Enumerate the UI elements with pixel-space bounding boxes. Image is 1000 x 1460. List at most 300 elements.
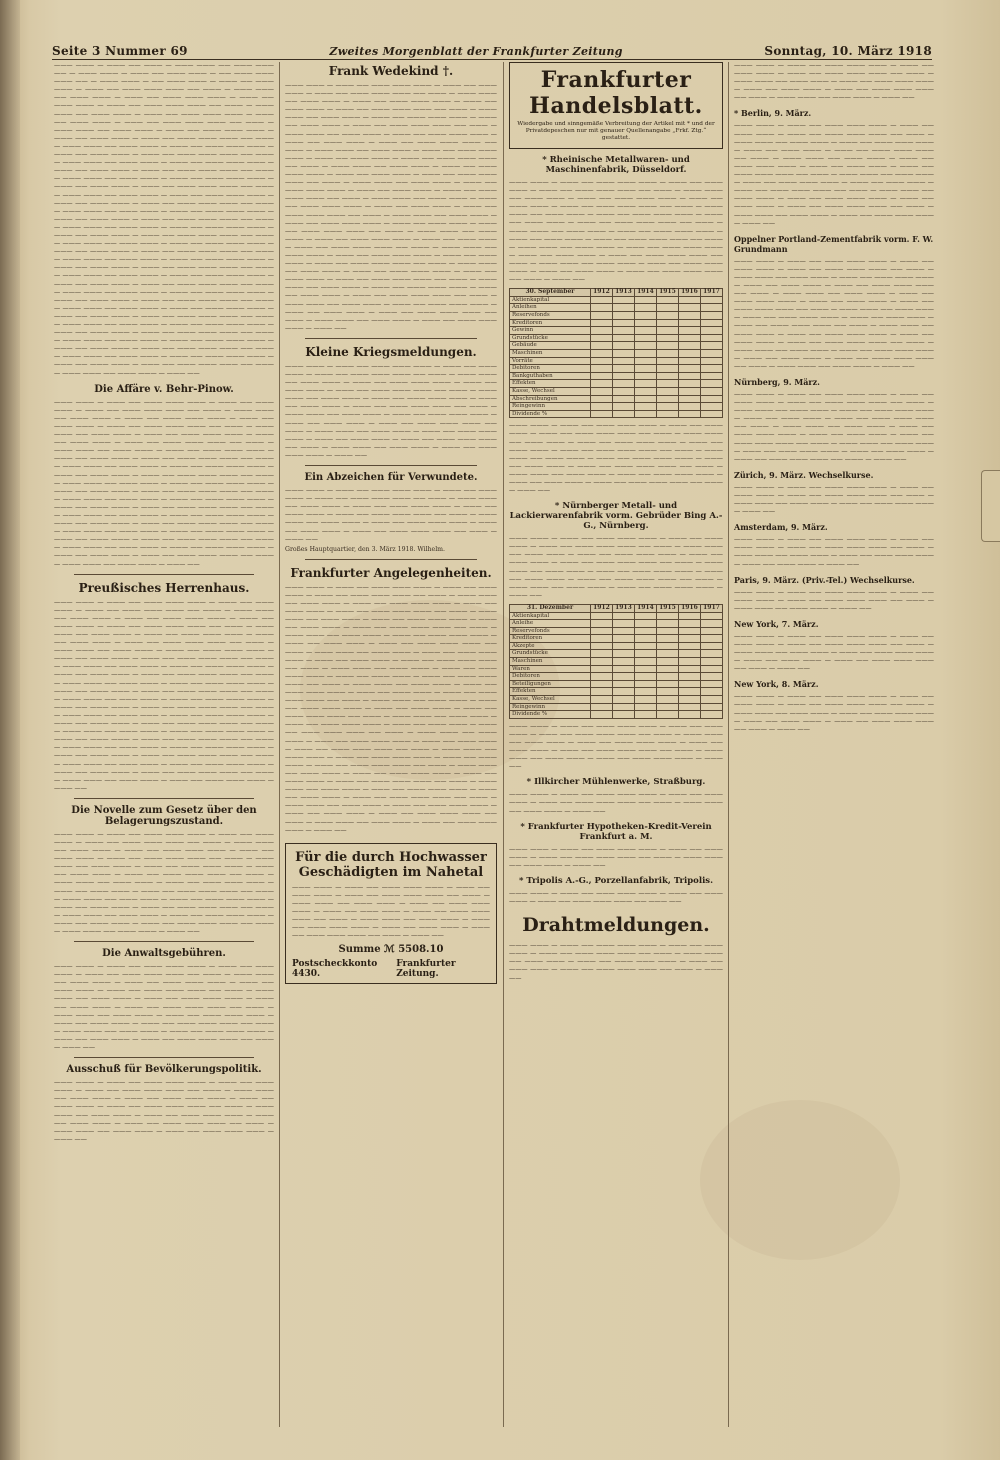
donation-footer xyxy=(292,959,490,979)
table-cell xyxy=(612,365,634,373)
table-cell xyxy=(612,349,634,357)
table-cell xyxy=(634,327,656,335)
row-label: Grundstücke xyxy=(510,650,591,658)
section-separator xyxy=(74,1057,254,1058)
article-body: ——— ——— — ——— —— ——— ——— ——— — ——— —— ——— ——— — ——— —— ——— ——— ——— —— ——— — ——— ——— —— ——— ——— — ——— —— ——— ——— ——— — ——— —— ——— ——— — ——— —— ——— ——— ——— —— ——— — ——— ——— —— ——— ——— — ——— —— ——— ——— ——— — ——— —— ——— ——— — ——— —— ——— ——— ——— —— ——— — ——— ——— —— ——— ——— — ——— —— ——— ——— ——— — ——— —— ——— ——— — ——— —— ——— ——— ——— —— ——— — ——— ——— —— ——— ——— — ——— —— ——— ——— ——— — ——— —— ——— ——— — ——— —— ——— ——— ——— —— ——— — ——— ——— —— ——— ——— — ——— —— ——— ——— ——— — ——— —— xyxy=(734,122,934,227)
article-body: ——— ——— — ——— —— ——— ——— ——— — ——— —— ——— ——— — ——— —— ——— ——— ——— —— ——— — ——— ——— —— ——— ——— — ——— —— ——— ——— ——— — ——— —— ——— ——— — ——— —— ——— ——— ——— —— ——— — ——— ——— —— ——— ——— — ——— —— ——— ——— ——— — ——— —— ——— ——— — ——— —— ——— ——— ——— —— ——— — ——— ——— —— ——— ——— — ——— —— ——— ——— ——— — ——— —— ——— ——— — ——— —— ——— ——— ——— —— ——— — ——— ——— —— ——— ——— — ——— —— ——— ——— ——— — ——— —— ——— ——— — ——— —— ——— ——— ——— —— ——— — ——— ——— —— ——— ——— — ——— —— ——— ——— ——— — ——— —— ——— ——— — ——— —— ——— ——— ——— —— ——— — ——— —— xyxy=(509,179,723,284)
table-cell xyxy=(634,650,656,658)
article-body: ——— ——— — ——— —— ——— ——— ——— — ——— —— ——— ——— — ——— —— ——— ——— ——— —— ——— —— xyxy=(509,889,723,906)
table-cell xyxy=(612,703,634,711)
table-cell xyxy=(612,380,634,388)
table-cell xyxy=(612,357,634,365)
row-label: Aktienkapital xyxy=(510,296,591,304)
row-label: Kasse, Wechsel xyxy=(510,696,591,704)
table-row xyxy=(510,673,723,681)
table-cell xyxy=(634,612,656,620)
column-divider xyxy=(728,62,729,1427)
section-separator xyxy=(74,574,254,575)
table-cell xyxy=(656,696,678,704)
column-2 xyxy=(285,62,497,988)
table-cell xyxy=(700,696,722,704)
table-row xyxy=(510,711,723,719)
donation-list: ——— ——— — ——— —— ——— ——— ——— — ——— —— ——— ——— — ——— —— ——— ——— ——— —— ——— — ——— ——— —— ——— ——— — ——— —— ——— ——— ——— — ——— —— ——— ——— — ——— —— ——— ——— ——— —— ——— — ——— ——— —— ——— ——— — ——— —— ——— ——— ——— — ——— —— ——— ——— — ——— —— ——— ——— ——— —— ——— — ——— —— xyxy=(292,883,490,940)
newspaper-edition: Zweites Morgenblatt der Frankfurter Zeitung xyxy=(329,45,623,58)
book-binding-edge xyxy=(0,0,20,1460)
table-header-cell: 1913 xyxy=(612,289,634,297)
section-separator xyxy=(305,465,477,466)
table-cell xyxy=(656,665,678,673)
article-body: ——— ——— — ——— —— ——— ——— ——— — ——— —— ——— ——— — ——— —— ——— ——— ——— —— ——— — ——— ——— —— ——— ——— — ——— —— ——— ——— ——— — ——— —— ——— ——— — ——— —— ——— ——— ——— —— ——— — ——— ——— —— ——— ——— — ——— —— ——— ——— ——— — ——— —— ——— ——— — ——— —— ——— ——— ——— —— ——— — ——— ——— —— ——— ——— — ——— —— ——— ——— ——— — ——— —— ——— ——— — ——— —— ——— ——— ——— —— ——— — ——— ——— —— ——— ——— — ——— —— ——— ——— ——— — ——— —— ——— ——— — ——— —— ——— ——— ——— —— ——— — ——— ——— —— ——— ——— — ——— —— ——— ——— ——— — ——— —— ——— ——— — ——— —— ——— ——— ——— —— ——— — ——— ——— —— ——— ——— — ——— —— ——— ——— ——— — ——— —— ——— ——— — ——— —— ——— ——— ——— —— ——— — ——— ——— —— ——— ——— — ——— —— ——— ——— ——— — ——— —— ——— ——— — ——— —— ——— ——— ——— —— ——— — ——— ——— —— ——— ——— — ——— —— ——— ——— ——— — ——— —— ——— ——— — ——— —— ——— ——— ——— —— ——— — ——— ——— —— ——— ——— — ——— —— ——— ——— ——— — ——— —— ——— ——— — ——— —— ——— ——— ——— —— ——— — ——— ——— —— ——— ——— — ——— —— ——— ——— ——— — ——— —— ——— ——— — ——— —— ——— ——— ——— —— ——— — ——— ——— —— ——— ——— — ——— —— ——— ——— ——— — ——— —— xyxy=(54,598,274,792)
table-cell xyxy=(612,403,634,411)
table-header-cell: 1917 xyxy=(700,604,722,612)
table-cell xyxy=(700,673,722,681)
table-cell xyxy=(634,680,656,688)
table-cell xyxy=(700,395,722,403)
wire-reports-title: Drahtmeldungen. xyxy=(522,914,710,937)
table-row xyxy=(510,349,723,357)
section-title: Für die durch Hochwasser Geschädigten im Nahetal xyxy=(295,849,487,880)
table-cell xyxy=(634,357,656,365)
table-cell xyxy=(590,620,612,628)
table-cell xyxy=(590,319,612,327)
table-cell xyxy=(656,680,678,688)
table-cell xyxy=(656,327,678,335)
table-cell xyxy=(612,711,634,719)
table-cell xyxy=(612,327,634,335)
table-row xyxy=(510,304,723,312)
table-cell xyxy=(700,372,722,380)
section-separator xyxy=(305,338,477,339)
table-cell xyxy=(700,342,722,350)
section-title: Ausschuß für Bevölkerungspolitik. xyxy=(66,1064,262,1076)
table-row xyxy=(510,658,723,666)
table-row xyxy=(510,620,723,628)
table-cell xyxy=(656,627,678,635)
table-cell xyxy=(634,410,656,418)
table-cell xyxy=(590,342,612,350)
table-cell xyxy=(700,688,722,696)
table-cell xyxy=(612,296,634,304)
table-cell xyxy=(678,342,700,350)
table-row xyxy=(510,334,723,342)
table-header-cell: 1914 xyxy=(634,604,656,612)
table-cell xyxy=(656,395,678,403)
article-title: * Berlin, 9. März. xyxy=(734,108,812,119)
row-label: Kreditoren xyxy=(510,635,591,643)
table-cell xyxy=(678,696,700,704)
table-cell xyxy=(678,680,700,688)
table-cell xyxy=(590,703,612,711)
table-cell xyxy=(656,688,678,696)
table-row xyxy=(510,696,723,704)
table-cell xyxy=(678,380,700,388)
table-cell xyxy=(700,658,722,666)
table-cell xyxy=(700,296,722,304)
table-cell xyxy=(590,673,612,681)
row-label: Reingewinn xyxy=(510,703,591,711)
row-label: Kreditoren xyxy=(510,319,591,327)
table-cell xyxy=(634,642,656,650)
row-label: Akzepte xyxy=(510,642,591,650)
table-cell xyxy=(612,372,634,380)
table-cell xyxy=(656,304,678,312)
table-cell xyxy=(612,387,634,395)
table-cell xyxy=(634,319,656,327)
table-cell xyxy=(678,395,700,403)
column-1 xyxy=(54,62,274,1144)
table-cell xyxy=(634,703,656,711)
table-row xyxy=(510,627,723,635)
article-title: * Rheinische Metallwaren- und Maschinenfabrik, Düsseldorf. xyxy=(542,155,690,175)
table-row xyxy=(510,296,723,304)
table-cell xyxy=(656,403,678,411)
table-row xyxy=(510,642,723,650)
table-cell xyxy=(612,410,634,418)
table-cell xyxy=(700,410,722,418)
table-cell xyxy=(656,372,678,380)
table-row xyxy=(510,387,723,395)
table-cell xyxy=(590,380,612,388)
table-cell xyxy=(700,304,722,312)
table-cell xyxy=(678,635,700,643)
table-cell xyxy=(656,380,678,388)
table-cell xyxy=(590,334,612,342)
table-cell xyxy=(612,673,634,681)
article-body: ——— ——— — ——— —— ——— ——— ——— — ——— —— ——— ——— — ——— —— ——— ——— ——— —— ——— — ——— ——— —— ——— ——— — ——— —— ——— ——— ——— — ——— —— ——— ——— — ——— —— ——— ——— ——— —— ——— — ——— ——— —— ——— ——— — ——— —— ——— ——— ——— — ——— —— ——— ——— — ——— —— ——— ——— ——— —— ——— — ——— ——— —— ——— ——— — ——— —— ——— ——— ——— — ——— —— ——— ——— — ——— —— ——— ——— ——— —— ——— — ——— ——— —— ——— ——— — ——— —— ——— ——— ——— — ——— —— ——— ——— — ——— —— ——— ——— ——— —— ——— — ——— —— xyxy=(54,963,274,1052)
table-cell xyxy=(634,620,656,628)
row-label: Kasse, Wechsel xyxy=(510,387,591,395)
table-cell xyxy=(612,696,634,704)
table-row xyxy=(510,665,723,673)
page-header xyxy=(52,40,932,58)
table-cell xyxy=(678,372,700,380)
row-label: Anleihen xyxy=(510,304,591,312)
table-cell xyxy=(656,410,678,418)
table-cell xyxy=(700,620,722,628)
table-row xyxy=(510,357,723,365)
table-row xyxy=(510,372,723,380)
table-cell xyxy=(700,327,722,335)
table-cell xyxy=(612,658,634,666)
row-label: Effekten xyxy=(510,380,591,388)
article-body: ——— ——— — ——— —— ——— ——— ——— — ——— —— ——— ——— — ——— —— ——— ——— ——— —— ——— — ——— ——— —— ——— ——— — ——— —— ——— ——— ——— — ——— —— ——— ——— — ——— —— ——— ——— ——— —— ——— — ——— ——— —— ——— ——— — ——— —— ——— ——— ——— — ——— —— ——— ——— — ——— —— ——— ——— ——— —— ——— — ——— ——— —— ——— ——— — ——— —— ——— ——— ——— — ——— —— ——— ——— — ——— —— ——— ——— ——— —— ——— — ——— ——— —— ——— ——— — ——— —— ——— ——— ——— — ——— —— ——— ——— — ——— —— ——— ——— ——— —— ——— — ——— ——— —— ——— ——— — ——— —— ——— ——— ——— — ——— —— ——— ——— — ——— —— ——— ——— ——— —— ——— — ——— ——— —— ——— ——— — ——— —— xyxy=(54,830,274,935)
column-3 xyxy=(509,62,723,983)
table-cell xyxy=(678,296,700,304)
table-cell xyxy=(656,342,678,350)
table-cell xyxy=(700,349,722,357)
postal-account: Postscheckkonto 4430. xyxy=(292,959,378,980)
table-cell xyxy=(656,365,678,373)
article-title: * Tripolis A.-G., Porzellanfabrik, Tripolis. xyxy=(518,875,714,886)
article-body: ——— ——— — ——— —— ——— ——— ——— — ——— —— ——— ——— — ——— —— ——— ——— ——— —— ——— — ——— ——— —— ——— ——— — ——— —— xyxy=(509,845,723,869)
table-cell xyxy=(700,703,722,711)
table-cell xyxy=(612,612,634,620)
table-cell xyxy=(590,349,612,357)
table-row xyxy=(510,327,723,335)
table-header-cell: 1916 xyxy=(678,289,700,297)
table-cell xyxy=(656,349,678,357)
table-cell xyxy=(678,688,700,696)
article-title: New York, 7. März. xyxy=(734,618,819,629)
table-cell xyxy=(612,627,634,635)
table-cell xyxy=(612,680,634,688)
table-cell xyxy=(634,365,656,373)
table-cell xyxy=(700,635,722,643)
table-cell xyxy=(612,395,634,403)
table-cell xyxy=(656,312,678,320)
row-label: Anleihe xyxy=(510,620,591,628)
table-cell xyxy=(678,403,700,411)
article-body: ——— ——— — ——— —— ——— ——— ——— — ——— —— ——— ——— — ——— —— ——— ——— ——— —— ——— — ——— ——— —— ——— ——— — ——— —— ——— ——— ——— — ——— —— ——— ——— — ——— —— ——— ——— ——— —— ——— — ——— —— xyxy=(734,693,934,733)
article-body: ——— ——— — ——— —— ——— ——— ——— — ——— —— ——— ——— — ——— —— ——— ——— ——— —— ——— — ——— ——— —— ——— ——— — ——— —— ——— ——— ——— — ——— —— ——— ——— — ——— —— ——— ——— ——— —— ——— — ——— ——— —— ——— ——— — ——— —— ——— ——— ——— — ——— —— ——— ——— — ——— —— ——— ——— ——— —— ——— — ——— ——— —— ——— ——— — ——— —— ——— ——— ——— — ——— —— xyxy=(54,1079,274,1143)
article-title: * Frankfurter Hypotheken-Kredit-Verein Frankfurt a. M. xyxy=(520,821,712,842)
table-cell xyxy=(678,334,700,342)
table-cell xyxy=(700,642,722,650)
table-cell xyxy=(656,711,678,719)
table-cell xyxy=(700,612,722,620)
table-cell xyxy=(590,365,612,373)
section-title: Frank Wedekind †. xyxy=(328,64,454,78)
table-cell xyxy=(700,319,722,327)
article-body: ——— ——— — ——— —— ——— ——— ——— — ——— —— ——— ——— — ——— —— ——— ——— ——— —— ——— — ——— ——— —— ——— ——— — ——— —— xyxy=(509,791,723,815)
table-header-cell: 31. Dezember xyxy=(510,604,591,612)
article-body: ——— ——— — ——— —— ——— ——— ——— — ——— —— ——— ——— — ——— —— ——— ——— ——— —— ——— — ——— ——— —— ——— ——— — ——— —— ——— ——— ——— — ——— —— ——— ——— — ——— —— ——— ——— ——— —— ——— — ——— ——— —— ——— ——— — ——— —— ——— ——— ——— — ——— —— ——— ——— — ——— —— ——— ——— ——— —— ——— — ——— ——— —— ——— ——— — ——— —— ——— ——— ——— — ——— —— ——— ——— — ——— —— ——— ——— ——— —— ——— — ——— ——— —— ——— ——— — ——— —— ——— ——— ——— — ——— —— ——— ——— — ——— —— ——— ——— ——— —— ——— — ——— ——— —— ——— ——— — ——— —— ——— ——— ——— — ——— —— ——— ——— — ——— —— ——— ——— ——— —— ——— — ——— ——— —— ——— ——— — ——— —— ——— ——— ——— — ——— —— ——— ——— — ——— —— ——— ——— ——— —— ——— — ——— ——— —— ——— ——— — ——— —— ——— ——— ——— — ——— —— ——— ——— — ——— —— ——— ——— ——— —— ——— — ——— ——— —— ——— ——— — ——— —— ——— ——— ——— — ——— —— ——— ——— — ——— —— ——— ——— ——— —— ——— — ——— ——— —— ——— ——— — ——— —— ——— ——— ——— — ——— —— ——— ——— — ——— —— ——— ——— ——— —— ——— — ——— ——— —— ——— ——— — ——— —— xyxy=(54,398,274,568)
article-title: Oppelner Portland-Zementfabrik vorm. F. W. Grundmann xyxy=(734,233,934,254)
table-cell xyxy=(634,711,656,719)
table-row xyxy=(510,342,723,350)
row-label: Reingewinn xyxy=(510,403,591,411)
row-label: Waren xyxy=(510,665,591,673)
table-cell xyxy=(678,650,700,658)
table-cell xyxy=(590,665,612,673)
table-row xyxy=(510,650,723,658)
table-cell xyxy=(700,380,722,388)
donation-sum: Summe ℳ 5508.10 xyxy=(338,944,444,956)
article-body: ——— ——— — ——— —— ——— ——— ——— — ——— —— ——— ——— — ——— —— ——— ——— ——— —— ——— — ——— ——— —— ——— ——— — ——— —— ——— ——— ——— — ——— —— ——— ——— — ——— —— ——— ——— ——— —— ——— — ——— ——— —— ——— ——— — ——— —— xyxy=(734,62,934,102)
table-cell xyxy=(656,703,678,711)
table-cell xyxy=(590,357,612,365)
table-cell xyxy=(678,365,700,373)
table-cell xyxy=(590,688,612,696)
table-cell xyxy=(678,349,700,357)
table-header-cell: 1915 xyxy=(656,604,678,612)
table-cell xyxy=(612,319,634,327)
row-label: Maschinen xyxy=(510,349,591,357)
table-cell xyxy=(678,612,700,620)
section-title: Die Affäre v. Behr-Pinow. xyxy=(94,383,234,395)
article-body: ——— ——— — ——— —— ——— ——— ——— — ——— —— ——— ——— — ——— —— ——— ——— ——— —— ——— — ——— ——— —— ——— ——— — ——— —— ——— ——— ——— — ——— —— ——— ——— — ——— —— ——— ——— ——— —— ——— — ——— ——— —— ——— ——— — ——— —— ——— ——— ——— — ——— —— ——— ——— — ——— —— ——— ——— ——— —— ——— — ——— ——— —— ——— ——— — ——— —— ——— ——— ——— — ——— —— ——— ——— — ——— —— ——— ——— ——— —— ——— — ——— —— xyxy=(509,422,723,495)
row-label: Gebäude xyxy=(510,342,591,350)
table-cell xyxy=(590,635,612,643)
table-cell xyxy=(656,319,678,327)
table-cell xyxy=(590,627,612,635)
section-title: Preußisches Herrenhaus. xyxy=(78,580,250,595)
table-cell xyxy=(634,380,656,388)
table-cell xyxy=(634,627,656,635)
row-label: Abschreibungen xyxy=(510,395,591,403)
table-cell xyxy=(656,635,678,643)
balance-table-bing xyxy=(509,604,723,719)
table-cell xyxy=(678,711,700,719)
table-cell xyxy=(590,642,612,650)
section-title: Die Anwaltsgebühren. xyxy=(102,948,226,960)
table-cell xyxy=(678,665,700,673)
table-header-cell: 30. September xyxy=(510,289,591,297)
table-cell xyxy=(612,665,634,673)
section-separator xyxy=(74,798,254,799)
table-row xyxy=(510,635,723,643)
table-cell xyxy=(590,387,612,395)
table-cell xyxy=(612,688,634,696)
table-row xyxy=(510,365,723,373)
table-row xyxy=(510,395,723,403)
balance-table-rheinmetall xyxy=(509,288,723,418)
article-title: * Illkircher Mühlenwerke, Straßburg. xyxy=(526,777,706,788)
table-row xyxy=(510,612,723,620)
publisher-name: Frankfurter Zeitung. xyxy=(396,959,456,980)
table-cell xyxy=(678,387,700,395)
table-header-cell: 1915 xyxy=(656,289,678,297)
masthead-note: Wiedergabe und sinngemäße Verbreitung der Artikel mit * und der Privatdepeschen nur mit genauer Quellenangabe „Frkf. Ztg.“ gestattet. xyxy=(517,121,715,141)
article-body: ​——— ——— — ——— —— ——— — ——— ——— —— ——— ——— —— — ——— ——— — ——— —— ——— ——— — —— ——— ——— ——— —— — ——— ——— — —— ——— ——— — ——— —— ——— ——— — ——— —— ——— ——— ——— —— ——— — ——— ——— —— ——— ——— — ——— —— ——— ——— ——— — ——— —— ——— ——— — ——— —— ——— ——— ——— —— ——— — ——— ——— —— ——— ——— — ——— —— ——— ——— ——— — ——— —— ——— ——— — ——— —— ——— ——— ——— —— ——— — ——— ——— —— ——— ——— — ——— —— ——— ——— ——— — ——— —— ——— ——— — ——— —— ——— ——— ——— —— ——— — ——— ——— —— ——— ——— — ——— —— ——— ——— ——— — ——— —— ——— ——— — ——— —— ——— ——— ——— —— ——— — ——— ——— —— ——— ——— — ——— —— ——— ——— ——— — ——— —— ——— ——— — ——— —— ——— ——— ——— —— ——— — ——— ——— —— ——— ——— — ——— —— ——— ——— ——— — ——— —— ——— ——— — ——— —— ——— ——— ——— —— ——— — ——— ——— —— ——— ——— — ——— —— ——— ——— ——— — ——— —— ——— ——— — ——— —— ——— ——— ——— —— ——— — ——— ——— —— ——— ——— — ——— —— ——— ——— ——— — ——— —— ——— ——— — ——— —— ——— ——— ——— —— ——— — ——— ——— —— ——— ——— — ——— —— ——— ——— ——— — ——— —— ——— ——— — ——— —— ——— ——— ——— —— ——— — ——— ——— —— ——— ——— — ——— —— ——— ——— ——— — ——— —— ——— ——— — ——— —— ——— ——— ——— —— ——— — ——— ——— —— ——— ——— — ——— —— ——— ——— ——— — ——— —— ——— ——— — ——— —— ——— ——— ——— —— ——— — ——— ——— —— ——— ——— — ——— —— ——— ——— ——— — ——— —— ——— ——— — ——— —— ——— ——— ——— —— ——— — ——— ——— —— ——— ——— — ——— —— ——— ——— ——— — ——— —— ——— ——— — ——— —— ——— ——— ——— —— ——— — ——— ——— —— ——— ——— — ——— —— ——— ——— ——— — ——— —— ——— ——— — ——— —— ——— ——— ——— —— ——— — ——— ——— —— ——— ——— — ——— —— ——— ——— ——— — ——— —— ——— ——— — ——— —— ——— ——— ——— —— ——— — ——— ——— —— ——— ——— — ——— —— ——— ——— ——— — ——— —— ——— ——— — ——— —— ——— ——— ——— —— ——— — ——— ——— —— ——— ——— — ——— —— ——— ——— ——— — ——— —— ——— ——— — ——— —— ——— ——— ——— —— ——— — ——— ——— —— ——— ——— — ——— —— xyxy=(54,62,274,377)
column-divider xyxy=(503,62,504,1427)
table-cell xyxy=(700,711,722,719)
article-title: Amsterdam, 9. März. xyxy=(734,522,828,533)
table-cell xyxy=(700,387,722,395)
table-cell xyxy=(700,403,722,411)
table-cell xyxy=(700,365,722,373)
table-row xyxy=(510,688,723,696)
table-cell xyxy=(612,635,634,643)
table-cell xyxy=(700,312,722,320)
table-cell xyxy=(678,327,700,335)
table-cell xyxy=(634,312,656,320)
table-cell xyxy=(634,334,656,342)
row-label: Debitoren xyxy=(510,673,591,681)
table-row xyxy=(510,680,723,688)
table-cell xyxy=(700,334,722,342)
table-cell xyxy=(678,642,700,650)
article-body: ——— ——— — ——— —— ——— ——— ——— — ——— —— ——— ——— — ——— —— ——— ——— ——— —— ——— — ——— ——— —— ——— ——— — ——— —— ——— ——— ——— — ——— —— ——— ——— — ——— —— ——— ——— ——— —— ——— — ——— ——— —— ——— ——— — ——— —— ——— ——— ——— — ——— —— ——— ——— — ——— —— ——— ——— ——— —— ——— — ——— ——— —— ——— ——— — ——— —— ——— ——— ——— — ——— —— ——— ——— — ——— —— ——— ——— ——— —— ——— — ——— ——— —— ——— ——— — ——— —— ——— ——— ——— — ——— —— ——— ——— — ——— —— ——— ——— ——— —— ——— — ——— ——— —— ——— ——— — ——— —— ——— ——— ——— — ——— —— ——— ——— — ——— —— ——— ——— ——— —— ——— — ——— ——— —— ——— ——— — ——— —— ——— ——— ——— — ——— —— ——— ——— — ——— —— ——— ——— ——— —— ——— — ——— ——— —— ——— ——— — ——— —— ——— ——— ——— — ——— —— ——— ——— — ——— —— ——— ——— ——— —— ——— — ——— ——— —— ——— ——— — ——— —— ——— ——— ——— — ——— —— ——— ——— — ——— —— ——— ——— ——— —— ——— — ——— ——— —— ——— ——— — ——— —— ——— ——— ——— — ——— —— ——— ——— — ——— —— ——— ——— ——— —— ——— — ——— ——— —— ——— ——— — ——— —— ——— ——— ——— — ——— —— ——— ——— — ——— —— ——— ——— ——— —— ——— — ——— ——— —— ——— ——— — ——— —— ——— ——— ——— — ——— —— ——— ——— — ——— —— ——— ——— ——— —— ——— — ——— ——— —— ——— ——— — ——— —— ——— ——— ——— — ——— —— ——— ——— — ——— —— ——— ——— ——— —— ——— — ——— ——— —— ——— ——— — ——— —— ——— ——— ——— — ——— —— ——— ——— — ——— —— ——— ——— ——— —— ——— — ——— ——— —— ——— ——— — ——— —— ——— ——— ——— — ——— —— xyxy=(285,82,497,332)
table-cell xyxy=(656,642,678,650)
row-label: Gewinn xyxy=(510,327,591,335)
article-body: ——— ——— — ——— —— ——— ——— ——— — ——— —— ——— ——— — ——— —— ——— ——— ——— —— ——— — ——— ——— —— ——— ——— — ——— —— ——— ——— ——— — ——— —— ——— ——— — ——— —— ——— ——— ——— —— ——— — ——— ——— —— ——— ——— — ——— —— ——— ——— ——— — ——— —— ——— ——— — ——— —— ——— ——— ——— —— ——— — ——— —— xyxy=(285,487,497,543)
article-body: ——— ——— — ——— —— ——— ——— ——— — ——— —— ——— ——— — ——— —— ——— ——— ——— —— ——— — ——— ——— —— ——— ——— — ——— —— ——— ——— ——— — ——— —— xyxy=(734,483,934,516)
section-title: Die Novelle zum Gesetz über den Belagerungszustand. xyxy=(71,804,257,827)
table-cell xyxy=(590,650,612,658)
table-cell xyxy=(612,642,634,650)
section-separator xyxy=(74,941,254,942)
row-label: Dividende % xyxy=(510,410,591,418)
article-title: Paris, 9. März. (Priv.-Tel.) Wechselkurse. xyxy=(734,574,915,585)
table-cell xyxy=(634,665,656,673)
article-title: * Nürnberger Metall- und Lackierwarenfabrik vorm. Gebrüder Bing A.-G., Nürnberg. xyxy=(509,501,723,532)
table-cell xyxy=(634,372,656,380)
table-cell xyxy=(590,312,612,320)
table-cell xyxy=(634,635,656,643)
table-cell xyxy=(612,650,634,658)
article-title: Zürich, 9. März. Wechselkurse. xyxy=(734,469,874,480)
row-label: Aktienkapital xyxy=(510,612,591,620)
table-header-cell: 1912 xyxy=(590,604,612,612)
row-label: Debitoren xyxy=(510,365,591,373)
row-label: Reservefonds xyxy=(510,312,591,320)
table-cell xyxy=(656,612,678,620)
table-row xyxy=(510,380,723,388)
table-cell xyxy=(656,620,678,628)
section-separator xyxy=(305,559,477,560)
row-label: Effekten xyxy=(510,688,591,696)
table-cell xyxy=(678,319,700,327)
table-cell xyxy=(590,296,612,304)
table-cell xyxy=(634,673,656,681)
article-body: ——— ——— — ——— —— ——— ——— ——— — ——— —— ——— ——— — ——— —— ——— ——— ——— —— ——— — ——— ——— —— ——— ——— — ——— —— ——— ——— ——— — ——— —— ——— ——— — ——— —— ——— ——— ——— —— ——— — ——— —— xyxy=(509,942,723,982)
table-cell xyxy=(634,395,656,403)
table-cell xyxy=(678,703,700,711)
table-cell xyxy=(634,688,656,696)
table-row xyxy=(510,403,723,411)
table-header-cell: 1913 xyxy=(612,604,634,612)
table-cell xyxy=(590,696,612,704)
section-title: Frankfurter Angelegenheiten. xyxy=(290,565,492,580)
table-cell xyxy=(590,410,612,418)
column-4 xyxy=(734,62,934,734)
table-cell xyxy=(700,680,722,688)
section-masthead: Frankfurter Handelsblatt. xyxy=(529,67,703,119)
table-header-cell: 1914 xyxy=(634,289,656,297)
row-label: Dividende % xyxy=(510,711,591,719)
article-title: Nürnberg, 9. März. xyxy=(734,377,820,387)
table-cell xyxy=(612,334,634,342)
table-cell xyxy=(678,312,700,320)
table-cell xyxy=(634,296,656,304)
table-cell xyxy=(678,658,700,666)
table-cell xyxy=(634,387,656,395)
table-cell xyxy=(656,387,678,395)
table-cell xyxy=(612,342,634,350)
table-cell xyxy=(678,620,700,628)
paper-stain xyxy=(700,1100,900,1260)
table-cell xyxy=(590,304,612,312)
table-cell xyxy=(590,395,612,403)
row-label: Reservefonds xyxy=(510,627,591,635)
table-cell xyxy=(612,312,634,320)
page-tab-marker xyxy=(981,470,1000,542)
page-number: Seite 3 Nummer 69 xyxy=(52,44,188,58)
article-body: ——— ——— — ——— —— ——— ——— ——— — ——— —— ——— ——— — ——— —— ——— ——— ——— —— ——— — ——— ——— —— ——— ——— — ——— —— ——— ——— ——— — ——— —— ——— ——— — ——— —— ——— ——— ——— —— ——— — ——— ——— —— ——— ——— — ——— —— ——— ——— ——— — ——— —— ——— ——— — ——— —— ——— ——— ——— —— ——— — ——— ——— —— ——— ——— — ——— —— ——— ——— ——— — ——— —— ——— ——— — ——— —— ——— ——— ——— —— ——— — ——— ——— —— ——— ——— — ——— —— ——— ——— ——— — ——— —— ——— ——— — ——— —— ——— ——— ——— —— ——— — ——— ——— —— ——— ——— — ——— —— ——— ——— ——— — ——— —— ——— ——— — ——— —— ——— ——— ——— —— ——— — ——— ——— —— ——— ——— — ——— —— ——— ——— ——— — ——— —— ——— ——— — ——— —— ——— ——— ——— —— ——— — ——— ——— —— ——— ——— — ——— —— ——— ——— ——— — ——— —— ——— ——— — ——— —— ——— ——— ——— —— ——— — ——— ——— —— ——— ——— — ——— —— ——— ——— ——— — ——— —— ——— ——— — ——— —— ——— ——— ——— —— ——— — ——— ——— —— ——— ——— — ——— —— ——— ——— ——— — ——— —— ——— ——— — ——— —— ——— ——— ——— —— ——— — ——— ——— —— ——— ——— — ——— —— ——— ——— ——— — ——— —— ——— ——— — ——— —— ——— ——— ——— —— ——— — ——— ——— —— ——— ——— — ——— —— ——— ——— ——— — ——— —— ——— ——— — ——— —— ——— ——— ——— —— ——— — ——— ——— —— ——— ——— — ——— —— ——— ——— ——— — ——— —— ——— ——— — ——— —— ——— ——— ——— —— ——— — ——— ——— —— ——— ——— — ——— —— ——— ——— ——— — ——— —— ——— ——— — ——— —— ——— ——— ——— —— ——— — ——— ——— —— ——— ——— — ——— —— ——— ——— ——— — ——— —— xyxy=(285,583,497,834)
table-cell xyxy=(656,334,678,342)
table-cell xyxy=(700,357,722,365)
article-body: ——— ——— — ——— —— ——— ——— ——— — ——— —— ——— ——— — ——— —— ——— ——— ——— —— ——— — ——— ——— —— ——— ——— — ——— —— ——— ——— ——— — ——— —— ——— ——— — ——— —— ——— ——— ——— —— ——— — ——— ——— —— ——— ——— — ——— —— ——— ——— ——— — ——— —— ——— ——— — ——— —— ——— ——— ——— —— ——— — ——— ——— —— ——— ——— — ——— —— ——— ——— ——— — ——— —— ——— ——— — ——— —— ——— ——— ——— —— ——— — ——— ——— —— ——— ——— — ——— —— ——— ——— ——— — ——— —— ——— ——— — ——— —— ——— ——— ——— —— ——— — ——— ——— —— ——— ——— — ——— —— ——— ——— ——— — ——— —— xyxy=(285,362,497,459)
row-label: Beteiligungen xyxy=(510,680,591,688)
table-cell xyxy=(678,627,700,635)
row-label: Grundstücke xyxy=(510,334,591,342)
table-cell xyxy=(634,658,656,666)
section-title: Ein Abzeichen für Verwundete. xyxy=(304,472,478,484)
table-cell xyxy=(700,650,722,658)
masthead-box xyxy=(509,62,723,149)
table-cell xyxy=(678,357,700,365)
article-body: ——— ——— — ——— —— ——— ——— ——— — ——— —— ——— ——— — ——— —— ——— ——— ——— —— ——— — ——— ——— —— ——— ——— — ——— —— ——— ——— ——— — ——— —— ——— ——— — ——— —— xyxy=(734,536,934,568)
table-cell xyxy=(678,410,700,418)
table-cell xyxy=(590,680,612,688)
row-label: Bankguthaben xyxy=(510,372,591,380)
table-cell xyxy=(634,403,656,411)
table-cell xyxy=(700,665,722,673)
table-cell xyxy=(590,658,612,666)
table-cell xyxy=(590,711,612,719)
table-cell xyxy=(634,304,656,312)
